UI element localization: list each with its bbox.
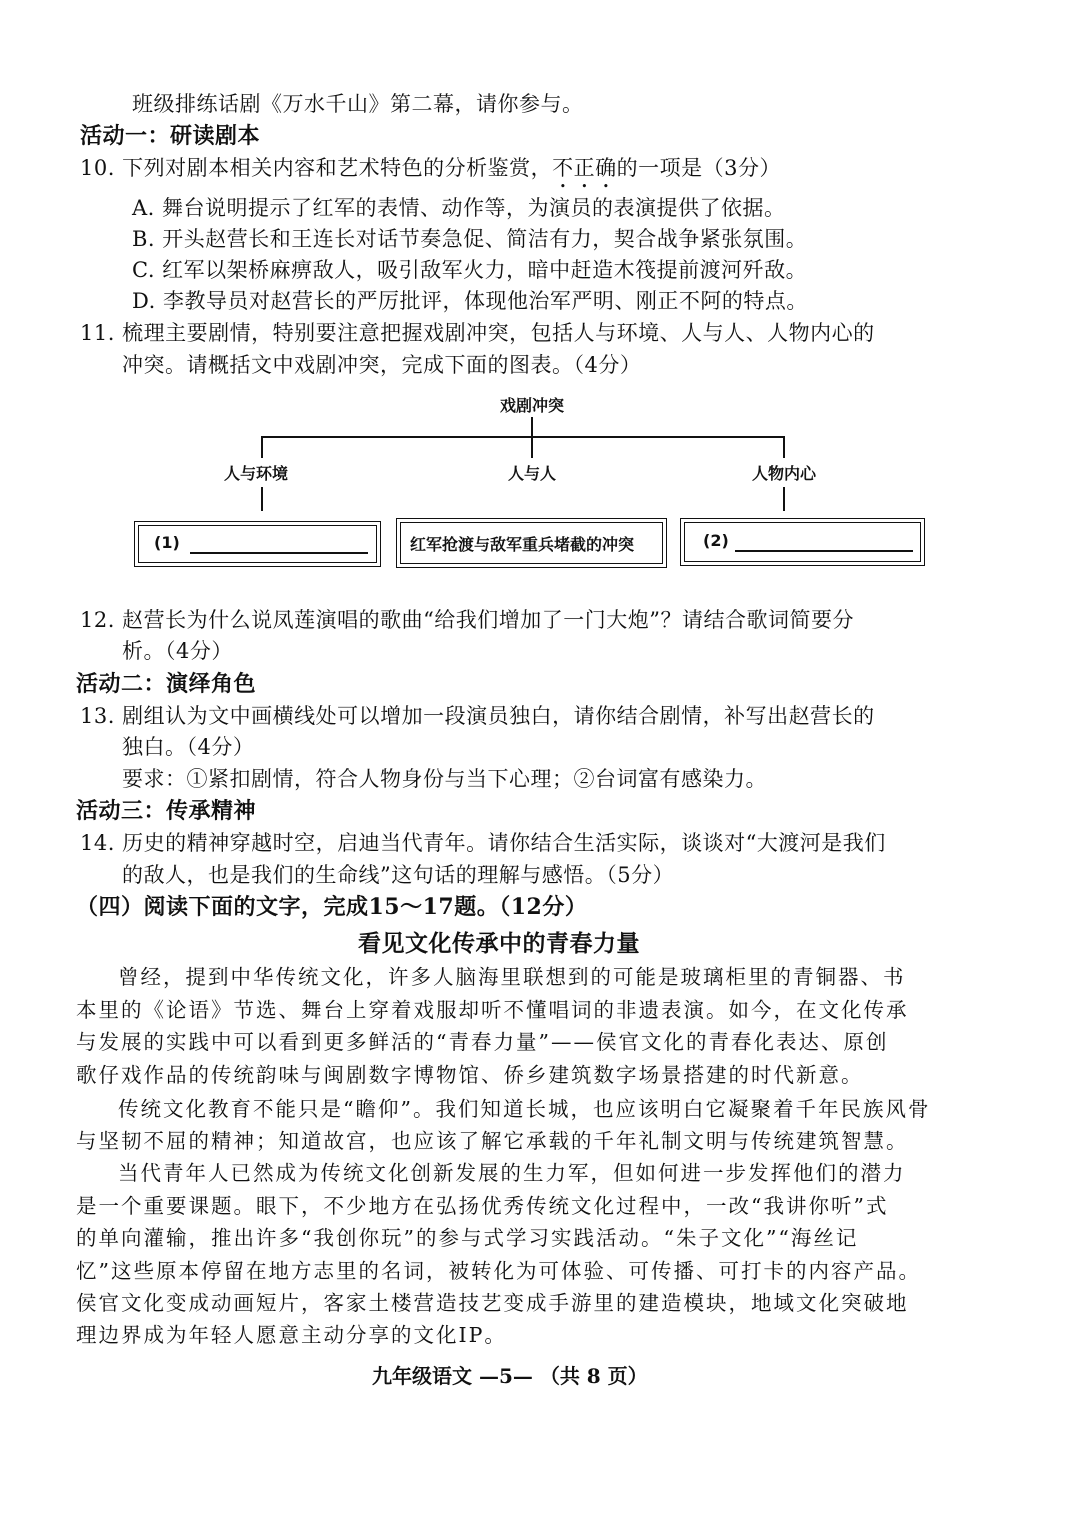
diagram-left-tick <box>261 436 263 458</box>
diagram-left-connector <box>261 487 263 511</box>
essay-line: 理边界成为年轻人愿意主动分享的文化IP。 <box>76 1323 507 1347</box>
diagram-horizontal-bar <box>261 436 785 438</box>
q10-option-c: C. 红军以架桥麻痹敌人，吸引敌军火力，暗中赶造木筏提前渡河歼敌。 <box>132 258 808 282</box>
diagram-branch-env: 人与环境 <box>224 464 289 483</box>
essay-line: 与坚韧不屈的精神；知道故宫，也应该了解它承载的千年礼制文明与传统建筑智慧。 <box>76 1129 909 1153</box>
diagram-branch-inner: 人物内心 <box>752 464 817 483</box>
q10-option-a: A. 舞台说明提示了红军的表情、动作等，为演员的表演提供了依据。 <box>132 196 786 220</box>
q12-line2: 析。（4分） <box>122 639 233 663</box>
q14-line2: 的敌人，也是我们的生命线”这句话的理解与感悟。（5分） <box>122 863 675 887</box>
essay-line: 本里的《论语》节选、舞台上穿着戏服却听不懂唱词的非遗表演。如今，在文化传承 <box>76 998 909 1022</box>
q10-option-b: B. 开头赵营长和王连长对话节奏急促、简洁有力，契合战争紧张氛围。 <box>132 227 808 251</box>
q10-option-d: D. 李教导员对赵营长的严厉批评，体现他治军严明、刚正不阿的特点。 <box>132 289 808 313</box>
diagram-right-tick <box>783 436 785 458</box>
q10-stem-pre: 10. 下列对剧本相关内容和艺术特色的分析鉴赏， <box>80 156 553 180</box>
q10-stem <box>80 153 781 193</box>
diagram-root-stem <box>531 417 533 437</box>
activity3-heading: 活动三：传承精神 <box>76 798 257 824</box>
essay-title: 看见文化传承中的青春力量 <box>358 930 640 957</box>
diagram-box-1-blank <box>190 552 368 554</box>
activity1-heading: 活动一：研读剧本 <box>80 123 261 149</box>
diagram-box-2-label: 红军抢渡与敌军重兵堵截的冲突 <box>410 535 635 554</box>
essay-line: 是一个重要课题。眼下，不少地方在弘扬优秀传统文化过程中，一改“我讲你听”式 <box>76 1194 889 1218</box>
q12-line1: 12. 赵营长为什么说凤莲演唱的歌曲“给我们增加了一门大炮”？请结合歌词简要分 <box>80 608 855 632</box>
diagram-branch-people: 人与人 <box>508 464 557 483</box>
diagram-box-3-label: (2) <box>703 531 729 550</box>
diagram-box-1-label: (1) <box>154 533 180 552</box>
diagram-root-label: 戏剧冲突 <box>500 396 565 415</box>
essay-line: 传统文化教育不能只是“瞻仰”。我们知道长城，也应该明白它凝聚着千年民族风骨 <box>118 1097 931 1121</box>
activity2-heading: 活动二：演绎角色 <box>76 671 257 697</box>
essay-line: 的单向灌输，推出许多“我创你玩”的参与式学习实践活动。“朱子文化”“海丝记 <box>76 1226 859 1250</box>
q13-requirements: 要求：①紧扣剧情，符合人物身份与当下心理；②台词富有感染力。 <box>122 767 767 791</box>
essay-line: 与发展的实践中可以看到更多鲜活的“青春力量”——侯官文化的青春化表达、原创 <box>76 1030 889 1054</box>
q13-line1: 13. 剧组认为文中画横线处可以增加一段演员独白，请你结合剧情，补写出赵营长的 <box>80 704 875 728</box>
q13-line2: 独白。（4分） <box>122 735 255 759</box>
essay-line: 忆”这些原本停留在地方志里的名词，被转化为可体验、可传播、可打卡的内容产品。 <box>76 1259 921 1283</box>
essay-line: 曾经，提到中华传统文化，许多人脑海里联想到的可能是玻璃柜里的青铜器、书 <box>118 965 906 989</box>
q11-line1: 11. 梳理主要剧情，特别要注意把握戏剧冲突，包括人与环境、人与人、人物内心的 <box>80 321 875 345</box>
q11-line2: 冲突。请概括文中戏剧冲突，完成下面的图表。（4分） <box>122 353 642 377</box>
page-footer: 九年级语文 —5— （共 8 页） <box>372 1364 648 1388</box>
essay-line: 侯官文化变成动画短片，客家土楼营造技艺变成手游里的建造模块，地域文化突破地 <box>76 1291 909 1315</box>
section4-heading: （四）阅读下面的文字，完成15～17题。（12分） <box>76 894 588 920</box>
q10-stem-emphasis: 不正确 <box>552 156 617 180</box>
diagram-box-3-blank <box>735 550 913 552</box>
diagram-right-connector <box>783 487 785 511</box>
q14-line1: 14. 历史的精神穿越时空，启迪当代青年。请你结合生活实际，谈谈对“大渡河是我们 <box>80 831 886 855</box>
q10-stem-post: 的一项是（3分） <box>616 156 781 180</box>
diagram-middle-tick <box>531 436 533 458</box>
intro-text: 班级排练话剧《万水千山》第二幕，请你参与。 <box>132 92 584 116</box>
essay-line: 歌仔戏作品的传统韵味与闽剧数字博物馆、侨乡建筑数字场景搭建的时代新意。 <box>76 1063 864 1087</box>
essay-line: 当代青年人已然成为传统文化创新发展的生力军，但如何进一步发挥他们的潜力 <box>118 1161 906 1185</box>
